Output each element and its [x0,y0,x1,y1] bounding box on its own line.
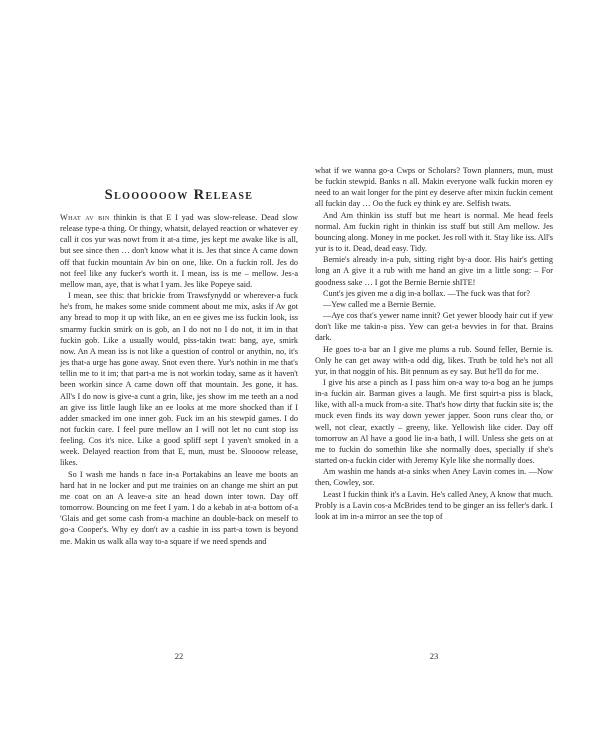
paragraph: Bernie's already in-a pub, sitting right by-a door. His hair's getting long an A give it a rub with me hand an give im a little song: – For goodness sake … I got the Bernie Bernie shITE! [315,255,553,287]
paragraph: I give his arse a pinch as I pass him on-a way to-a bog an he jumps in-a fuckin air. Barman gives a laugh. Me first squirt-a piss is black, like, with all-a muck from-a site. That's how dirty that fuckin site is; the muck even finds its way down yewer japper. Soon runs clear tho, or well, not clear, exactly – greeny, like. Yellowish like cider. Day off tomorrow an Al have a good lie in-a bath, I will. Unless she gets on at me to fuckin do somethin like she normally does, specially if she's started on-a fuckin cider with Jeremy Kyle like she normally does. [315,377,553,466]
paragraph: So I wash me hands n face in-a Portakabins an leave me boots an hard hat in ne locker and put me trainies on an change me shirt an put me coat on an A leave-a site an head down inter town. Day off tomorrow. Bouncing on me feet I yam. I do a kebab in at-a bottom of-a 'Glais and get some cash from-a machine an double-back on meself to go-a Cooper's. Why ey don't av a cashie in iss part-a town is beyond me. Makin us walk alla way to-a square if we need spends and [60,469,298,546]
paragraph: what if we wanna go-a Cwps or Scholars? Town planners, mun, must be fuckin stewpid. Banks n all. Makin everyone walk fuckin moren ey need to an wait longer for the pint ey deserve after mixin fuckin cement all fuckin day … Oo the fuck ey think ey are. Selfish twats. [315,166,553,209]
right-page-text [315,165,553,522]
paragraph [60,212,298,290]
paragraph: Cunt's jes given me a dig in-a bollax. —The fuck was that for? [323,288,530,298]
page-number: 23 [429,651,439,661]
paragraph: He goes to-a bar an I give me plums a rub. Sound feller, Bernie is. Only he can get away with-a odd dig, likes. Truth be told he's not all yur, in that noggin of his. Bit pennum as ey say. But he'll do for me. [315,344,553,376]
paragraph: —Yew called me a Bernie Bernie. [323,299,436,309]
left-page-text [60,212,298,547]
chapter-title: Sloooooow Release [104,187,254,203]
page-number: 22 [174,651,184,661]
paragraph: Am washin me hands at-a sinks when Aney Lavin comes in. —Now then, Cowley, sor. [315,467,553,488]
paragraph: I mean, see this: that brickie from Trawsfynydd or wherever-a fuck he's from, he makes some snide comment about me mix, asks if Av got any bread to mop it up with like, an en ee gives me iss fuckin look, iss smarmy fuckin smirk on is gob, an I do not no I do not, it im in that fuckin gob. Like a usually would, piss-takin twat: bang, aye, smirk now. An A mean iss is not like a question of control or anythin, no, it's jes that-a urge has gone away. Snot even there. Yur's nothin in me that's tellin me to it im; that part-a me is not workin today, same as it haven't been workin since A came down off that mountain. Jes gone, it has. All's I do now is give-a cunt a grin, like, jes show im me teeth an a nod an give iss little laugh like an ee looks at me more shocked than if I adder smacked im one inner gob. Fuck im an his stewpid games. I do not fuckin care. I feel pure mellow an I will not let no cunt stop iss feeling. Cos it's nice. Like a good spliff sept I yaven't smoked in a week. Delayed reaction from that E, mun, must be. Sloooow release, likes. [60,291,298,468]
paragraph: Least I fuckin think it's a Lavin. He's called Aney, A know that much. Probly is a Lavin cos-a McBrides tend to be ginger an iss feller's dark. I look at im in-a mirror an see the top of [315,489,553,521]
paragraph: And Am thinkin iss stuff but me heart is normal. Me head feels normal. Am fuckin right in thinkin iss stuff but still Am mellow. Jes bouncing along. Money in me pocket. Jes roll with it. Stay like iss. All's yur is to it. Dead, dead easy. Tidy. [315,210,553,254]
opening-words: What av bin [60,213,110,222]
paragraph-text: thinkin is that E I yad was slow-release. Dead slow release type-a thing. Or thingy, whatsit, delayed reaction or whatever ey call it cos yur was nowt from it at-a time, jes kept me awake like is all, but see since then … don't know what it is. Jes that since A came down off that fuckin mountain Av bin on one, like. On a fuckin roll. Jes do not feel like any fucker's worth it. I mean, iss is me – mellow. Jes-a mellow man, aye, that is what I yam. Jes like Popeye said. [60,213,298,289]
paragraph: —Aye cos that's yewer name innit? Get yewer bloody hair cut if yew don't like me takin-a piss. Yew can get-a bevvies in for that. Brains dark. [315,311,553,343]
